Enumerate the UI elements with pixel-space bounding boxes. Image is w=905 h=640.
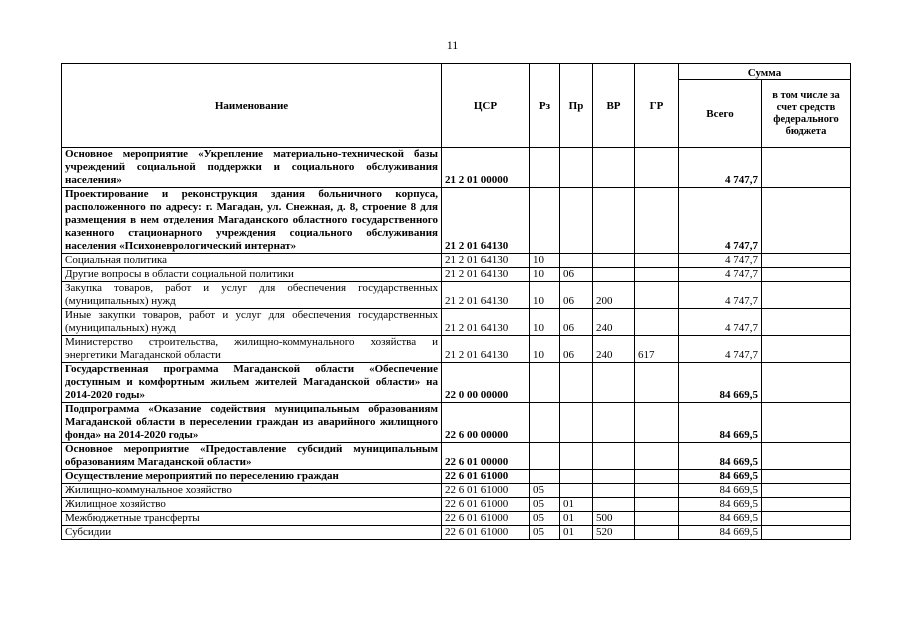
table-row <box>62 268 851 282</box>
cell-name: Основное мероприятие «Укрепление материально-технической базы учреждений социальной поддержки и социального обслуживания населения» <box>62 148 442 188</box>
cell-name: Межбюджетные трансферты <box>62 512 442 526</box>
cell-name: Основное мероприятие «Предоставление субсидий муниципальным образованиям Магаданской области» <box>62 443 442 470</box>
cell-gr <box>635 148 679 188</box>
cell-rz: 05 <box>530 498 560 512</box>
cell-pr: 01 <box>560 498 593 512</box>
cell-vr <box>593 363 635 403</box>
cell-rz: 10 <box>530 309 560 336</box>
cell-gr <box>635 443 679 470</box>
cell-gr <box>635 363 679 403</box>
cell-pr: 06 <box>560 336 593 363</box>
table-row <box>62 470 851 484</box>
cell-vr: 500 <box>593 512 635 526</box>
cell-gr <box>635 309 679 336</box>
cell-pr <box>560 484 593 498</box>
cell-pr <box>560 148 593 188</box>
header-pr: Пр <box>560 64 593 148</box>
cell-rz <box>530 443 560 470</box>
cell-pr: 06 <box>560 282 593 309</box>
cell-rz: 10 <box>530 254 560 268</box>
cell-federal <box>762 403 851 443</box>
table-row <box>62 498 851 512</box>
cell-vr <box>593 188 635 254</box>
cell-federal <box>762 336 851 363</box>
cell-vr: 240 <box>593 309 635 336</box>
cell-csr: 22 0 00 00000 <box>442 363 530 403</box>
cell-rz: 10 <box>530 282 560 309</box>
cell-rz: 10 <box>530 336 560 363</box>
cell-csr: 22 6 01 61000 <box>442 526 530 540</box>
cell-csr: 21 2 01 64130 <box>442 309 530 336</box>
cell-csr: 21 2 01 64130 <box>442 188 530 254</box>
cell-name: Подпрограмма «Оказание содействия муниципальным образованиям Магаданской области в переселении граждан из аварийного жилищного фонда» на 2014-2020 годы» <box>62 403 442 443</box>
cell-rz <box>530 188 560 254</box>
cell-federal <box>762 526 851 540</box>
header-rz: Рз <box>530 64 560 148</box>
cell-name: Проектирование и реконструкция здания больничного корпуса, расположенного по адресу: г. Магадан, ул. Снежная, д. 8, строение 8 для размещения в нем отделения Магаданского областного государственного казенного стационарного учреждения социального обслуживания населения «Психоневрологический интернат» <box>62 188 442 254</box>
header-federal: в том числе за счет средств федерального бюджета <box>762 80 851 148</box>
cell-federal <box>762 268 851 282</box>
cell-federal <box>762 148 851 188</box>
cell-csr: 22 6 00 00000 <box>442 403 530 443</box>
cell-vr: 200 <box>593 282 635 309</box>
cell-total: 84 669,5 <box>679 512 762 526</box>
cell-gr: 617 <box>635 336 679 363</box>
cell-rz: 05 <box>530 512 560 526</box>
cell-pr: 01 <box>560 512 593 526</box>
cell-gr <box>635 470 679 484</box>
cell-pr <box>560 188 593 254</box>
cell-federal <box>762 282 851 309</box>
cell-name: Жилищное хозяйство <box>62 498 442 512</box>
header-vr: ВР <box>593 64 635 148</box>
cell-gr <box>635 403 679 443</box>
cell-total: 84 669,5 <box>679 403 762 443</box>
table-row <box>62 309 851 336</box>
cell-csr: 22 6 01 00000 <box>442 443 530 470</box>
cell-name: Иные закупки товаров, работ и услуг для обеспечения государственных (муниципальных) нужд <box>62 309 442 336</box>
budget-table <box>61 63 851 540</box>
cell-federal <box>762 498 851 512</box>
cell-csr: 21 2 01 64130 <box>442 254 530 268</box>
cell-name: Другие вопросы в области социальной политики <box>62 268 442 282</box>
cell-rz: 10 <box>530 268 560 282</box>
cell-vr <box>593 498 635 512</box>
cell-rz <box>530 470 560 484</box>
cell-gr <box>635 498 679 512</box>
cell-federal <box>762 188 851 254</box>
cell-total: 4 747,7 <box>679 282 762 309</box>
table-row <box>62 512 851 526</box>
cell-pr <box>560 254 593 268</box>
header-total: Всего <box>679 80 762 148</box>
header-name: Наименование <box>62 64 442 148</box>
cell-total: 84 669,5 <box>679 470 762 484</box>
cell-rz: 05 <box>530 484 560 498</box>
cell-gr <box>635 268 679 282</box>
table-row <box>62 484 851 498</box>
cell-csr: 21 2 01 64130 <box>442 268 530 282</box>
cell-gr <box>635 512 679 526</box>
cell-total: 4 747,7 <box>679 148 762 188</box>
cell-vr: 240 <box>593 336 635 363</box>
cell-name: Жилищно-коммунальное хозяйство <box>62 484 442 498</box>
table-row <box>62 403 851 443</box>
cell-total: 4 747,7 <box>679 188 762 254</box>
cell-pr <box>560 443 593 470</box>
cell-vr <box>593 443 635 470</box>
cell-name: Осуществление мероприятий по переселению граждан <box>62 470 442 484</box>
cell-total: 84 669,5 <box>679 363 762 403</box>
cell-vr <box>593 148 635 188</box>
cell-pr: 06 <box>560 268 593 282</box>
cell-gr <box>635 282 679 309</box>
cell-pr <box>560 363 593 403</box>
table-row <box>62 254 851 268</box>
cell-federal <box>762 254 851 268</box>
cell-rz <box>530 148 560 188</box>
cell-gr <box>635 188 679 254</box>
cell-pr: 06 <box>560 309 593 336</box>
cell-rz <box>530 403 560 443</box>
cell-vr <box>593 470 635 484</box>
cell-pr: 01 <box>560 526 593 540</box>
header-sum: Сумма <box>679 64 851 80</box>
cell-gr <box>635 484 679 498</box>
cell-name: Социальная политика <box>62 254 442 268</box>
cell-csr: 22 6 01 61000 <box>442 512 530 526</box>
cell-total: 4 747,7 <box>679 336 762 363</box>
cell-federal <box>762 470 851 484</box>
cell-pr <box>560 403 593 443</box>
table-row <box>62 188 851 254</box>
cell-csr: 22 6 01 61000 <box>442 484 530 498</box>
table-row <box>62 443 851 470</box>
cell-federal <box>762 363 851 403</box>
cell-total: 4 747,7 <box>679 254 762 268</box>
cell-total: 84 669,5 <box>679 526 762 540</box>
cell-rz: 05 <box>530 526 560 540</box>
cell-gr <box>635 526 679 540</box>
cell-total: 4 747,7 <box>679 309 762 336</box>
cell-rz <box>530 363 560 403</box>
cell-federal <box>762 512 851 526</box>
cell-federal <box>762 484 851 498</box>
cell-csr: 21 2 01 00000 <box>442 148 530 188</box>
cell-vr <box>593 403 635 443</box>
cell-name: Субсидии <box>62 526 442 540</box>
cell-csr: 22 6 01 61000 <box>442 498 530 512</box>
cell-name: Министерство строительства, жилищно-коммунального хозяйства и энергетики Магаданской области <box>62 336 442 363</box>
cell-total: 4 747,7 <box>679 268 762 282</box>
header-gr: ГР <box>635 64 679 148</box>
table-row <box>62 282 851 309</box>
cell-total: 84 669,5 <box>679 484 762 498</box>
cell-vr: 520 <box>593 526 635 540</box>
cell-total: 84 669,5 <box>679 443 762 470</box>
table-row <box>62 148 851 188</box>
cell-name: Закупка товаров, работ и услуг для обеспечения государственных (муниципальных) нужд <box>62 282 442 309</box>
cell-federal <box>762 443 851 470</box>
cell-pr <box>560 470 593 484</box>
cell-vr <box>593 254 635 268</box>
table-row <box>62 526 851 540</box>
cell-gr <box>635 254 679 268</box>
header-csr: ЦСР <box>442 64 530 148</box>
table-body <box>62 148 851 540</box>
cell-total: 84 669,5 <box>679 498 762 512</box>
cell-name: Государственная программа Магаданской области «Обеспечение доступным и комфортным жильем жителей Магаданской области» на 2014-2020 годы» <box>62 363 442 403</box>
cell-federal <box>762 309 851 336</box>
table-row <box>62 363 851 403</box>
cell-vr <box>593 268 635 282</box>
cell-csr: 21 2 01 64130 <box>442 336 530 363</box>
cell-vr <box>593 484 635 498</box>
cell-csr: 21 2 01 64130 <box>442 282 530 309</box>
table-row <box>62 336 851 363</box>
page-number: 11 <box>446 38 459 52</box>
cell-csr: 22 6 01 61000 <box>442 470 530 484</box>
